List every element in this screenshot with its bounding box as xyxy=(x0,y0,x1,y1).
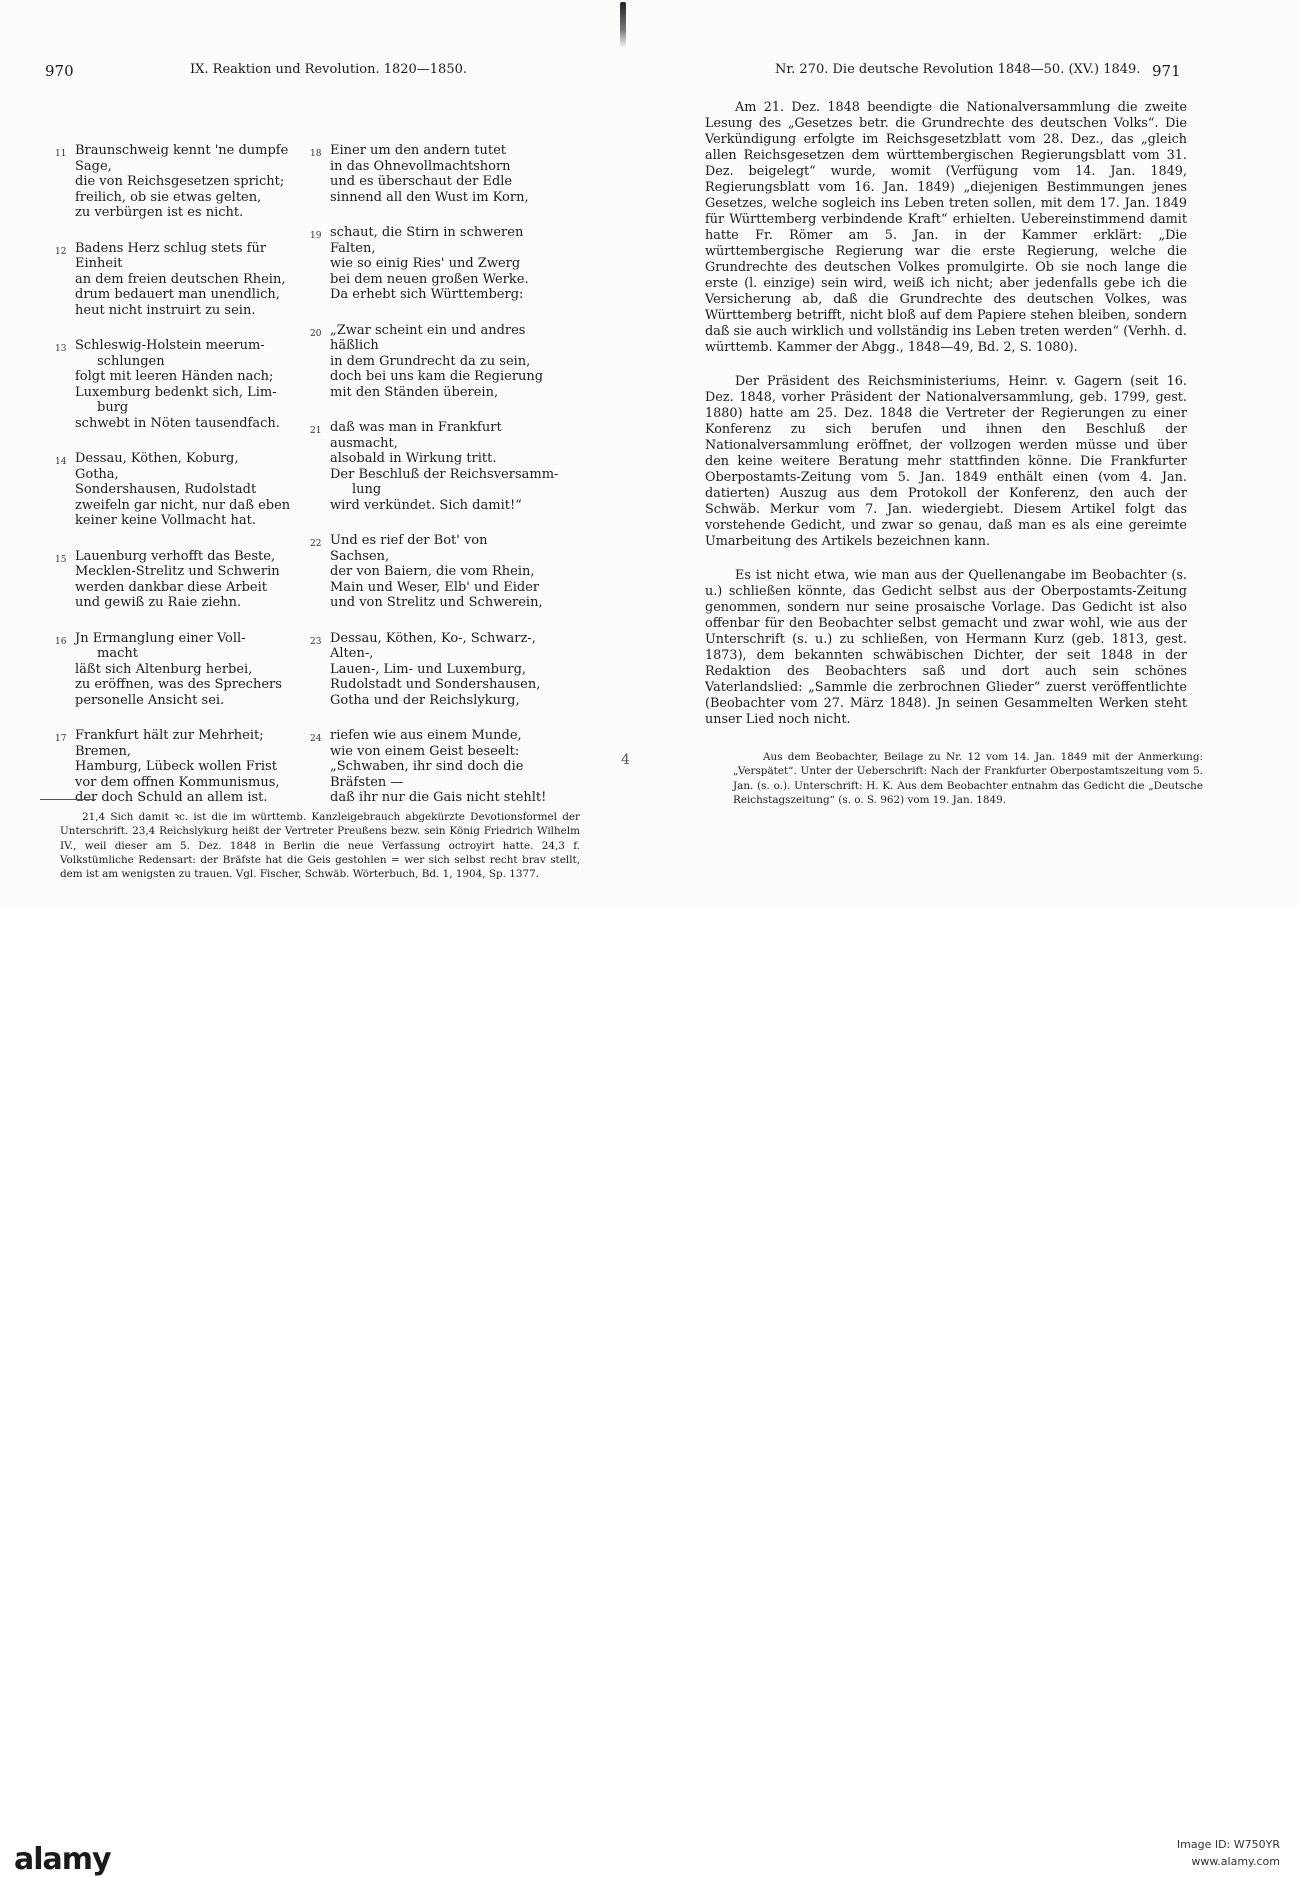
poem-stanza xyxy=(310,225,580,303)
poem-line: mit den Ständen überein, xyxy=(330,384,499,400)
site-url[interactable]: www.alamy.com xyxy=(1191,1855,1280,1868)
right-page-number: 971 xyxy=(1152,62,1181,80)
poem-line: Dessau, Köthen, Koburg, xyxy=(75,451,239,466)
poem-line: schaut, die Stirn in schweren xyxy=(330,225,524,240)
poem-line: daß was man in Frankfurt xyxy=(330,420,502,435)
poem-line: burg xyxy=(97,400,129,415)
left-running-header: IX. Reaktion und Revolution. 1820—1850. xyxy=(190,62,468,77)
stanza-number: 22 xyxy=(310,539,322,549)
alamy-logo: alamy xyxy=(14,1842,111,1877)
poem-stanza xyxy=(310,630,580,709)
poem-stanza xyxy=(310,728,580,806)
poem-line: Rudolstadt und Sondershausen, xyxy=(330,677,541,692)
poem-line: „Schwaben, ihr sind doch die xyxy=(330,759,524,774)
poem-line: wird verkündet. Sich damit!“ xyxy=(330,497,522,513)
poem-line: Gotha und der Reichslykurg, xyxy=(330,692,520,708)
poem-stanza xyxy=(55,728,325,806)
poem-line: häßlich xyxy=(330,338,379,353)
left-page-number: 970 xyxy=(45,62,74,80)
stanza-number: 12 xyxy=(55,246,67,257)
stanza-number: 16 xyxy=(55,636,67,647)
poem-line: Da erhebt sich Württemberg: xyxy=(330,287,524,302)
stanza-number: 15 xyxy=(55,554,67,565)
commentary-paragraph: Es ist nicht etwa, wie man aus der Quellenangabe im Beobachter (s. u.) schließen könnte, das Gedicht selbst aus der Oberpostamts-Zeitung genommen, sondern nur seine prosaische Vorlage. Das Gedicht ist also offenbar für den Beobachter selbst gemacht und zwar wohl, wie aus der Unterschrift (s. u.) zu schließen, von Hermann Kurz (geb. 1813, gest. 1873), dem bekannten schwäbischen Dichter, der seit 1848 in der Redaktion des Beobachters saß und dort auch sein schönes Vaterlandslied: „Sammle die zerbrochnen Glieder“ zuerst veröffentlichte (Beobachter vom 27. März 1848). Jn seinen Gesammelten Werken steht unser Lied noch nicht. xyxy=(705,568,1187,727)
stanza-number: 18 xyxy=(310,149,322,159)
poem-line: zu verbürgen ist es nicht. xyxy=(75,205,244,220)
poem-line: Sondershausen, Rudolstadt xyxy=(75,482,257,497)
poem-line: in dem Grundrecht da zu sein, xyxy=(330,353,531,369)
poem-line: Mecklen-Strelitz und Schwerin xyxy=(75,564,280,579)
poem-line: folgt mit leeren Händen nach; xyxy=(75,369,274,384)
stanza-number: 24 xyxy=(310,734,322,744)
stanza-number: 21 xyxy=(310,426,322,436)
poem-line: zu eröffnen, was des Sprechers xyxy=(75,677,282,692)
poem-line: Jn Ermanglung einer Voll- xyxy=(75,630,246,646)
poem-line: und von Strelitz und Schwerein, xyxy=(330,595,543,610)
poem-stanza xyxy=(55,143,325,221)
poem-stanza xyxy=(310,533,580,611)
poem-stanza xyxy=(55,630,325,709)
commentary xyxy=(705,100,1203,807)
stanza-number: 23 xyxy=(310,636,322,647)
poem-line: sinnend all den Wust im Korn, xyxy=(330,189,529,205)
footnote: 21,4 Sich damit ꝛc. ist die im württemb. Kanzleigebrauch abgekürzte Devotionsformel der Unterschrift. 23,4 Reichslykurg heißt der Vertreter Preußens bezw. sein König Friedrich Wilhelm IV., weil dieser am 5. Dez. 1848 in Berlin die neue Verfassung octroyirt hatte. 24,3 f. Volkstümliche Redensart: der Bräfste hat die Geis gestohlen = wer sich selbst recht brav stellt, dem ist am wenigsten zu trauen. Vgl. Fischer, Schwäb. Wörterbuch, Bd. 1, 1904, Sp. 1377. xyxy=(60,811,580,881)
poem-line: wie so einig Ries' und Zwerg xyxy=(330,256,521,271)
poem-line: Alten-, xyxy=(330,646,374,661)
book-spread xyxy=(0,0,1300,906)
poem-line: der doch Schuld an allem ist. xyxy=(75,790,268,805)
stanza-number: 11 xyxy=(55,149,67,159)
poem-line: und es überschaut der Edle xyxy=(330,174,513,189)
poem-line: Falten, xyxy=(330,240,376,256)
poem-line: bei dem neuen großen Werke. xyxy=(330,271,529,287)
commentary-paragraph: Der Präsident des Reichsministeriums, Heinr. v. Gagern (seit 16. Dez. 1848, vorher Präsident der Nationalversammlung, geb. 1799, gest. 1880) hatte am 25. Dez. 1848 die Vertreter der Regierungen zu einer Konferenz zu sich berufen und ihnen den Beschluß der Nationalversammlung eröffnet, der vollzogen werden müsse und über den keine weitere Beratung mehr stattfinden könne. Die Frankfurter Oberpostamts-Zeitung vom 5. Jan. 1849 enthält einen (vom 4. Jan. datierten) Auszug aus dem Protokoll der Konferenz, den auch der Schwäb. Merkur vom 7. Jan. wiedergiebt. Diesem Artikel folgt das vorstehende Gedicht, und zwar so genau, daß man es als eine gereimte Umarbeitung des Artikels bezeichnen kann. xyxy=(705,374,1187,549)
poem-line: Hamburg, Lübeck wollen Frist xyxy=(75,759,277,774)
stanza-number: 20 xyxy=(310,328,322,339)
poem-line: an dem freien deutschen Rhein, xyxy=(75,271,286,287)
poem-line: vor dem offnen Kommunismus, xyxy=(75,774,280,790)
poem-line: Einer um den andern tutet xyxy=(330,143,507,158)
poem-line: schlungen xyxy=(97,353,165,369)
poem-line: Badens Herz schlug stets für xyxy=(75,240,267,256)
right-running-header: Nr. 270. Die deutsche Revolution 1848—50. (XV.) 1849. xyxy=(775,62,1141,77)
poem-line: Gotha, xyxy=(75,466,119,482)
poem-line: daß ihr nur die Gais nicht stehlt! xyxy=(330,790,547,805)
poem-line: heut nicht instruirt zu sein. xyxy=(75,302,256,318)
poem-line: läßt sich Altenburg herbei, xyxy=(75,661,253,677)
stanza-number: 17 xyxy=(55,734,67,744)
poem-line: Und es rief der Bot' von xyxy=(330,533,488,548)
poem-line: und gewiß zu Raie ziehn. xyxy=(75,595,242,610)
gutter-glyph: 4 xyxy=(621,752,630,768)
poem-line: Lauen-, Lim- und Luxemburg, xyxy=(330,661,527,677)
stanza-number: 13 xyxy=(55,344,67,354)
poem-line: Bräfsten — xyxy=(330,774,404,790)
poem-line: Dessau, Köthen, Ko-, Schwarz-, xyxy=(330,630,536,646)
footnote-rule xyxy=(40,799,96,800)
poem-line: doch bei uns kam die Regierung xyxy=(330,369,544,384)
poem-column-2 xyxy=(310,143,580,826)
right-page xyxy=(690,50,1203,890)
poem-line: Main und Weser, Elb' und Eider xyxy=(330,579,540,595)
poem-line: ausmacht, xyxy=(330,435,398,451)
poem-line: Frankfurt hält zur Mehrheit; xyxy=(75,728,264,743)
image-id: Image ID: W750YR xyxy=(1176,1838,1280,1851)
source-note: Aus dem Beobachter, Beilage zu Nr. 12 vom 14. Jan. 1849 mit der Anmerkung: „Verspätet“. Unter der Ueberschrift: Nach der Frankfurter Oberpostamtszeitung vom 5. Jan. (s. o.). Unterschrift: H. K. Aus dem Beobachter entnahm das Gedicht die „Deutsche Reichstagszeitung“ (s. o. S. 962) vom 19. Jan. 1849. xyxy=(733,751,1203,806)
commentary-paragraph: Am 21. Dez. 1848 beendigte die Nationalversammlung die zweite Lesung des „Gesetzes betr. die Grundrechte des deutschen Volks“. Die Verkündigung erfolgte im Reichsgesetzblatt vom 28. Dez., das „gleich allen Reichsgesetzen dem württembergischen Regierungsblatt vom 31. Dez. beigelegt“ wurde, womit (Verfügung vom 14. Jan. 1849, Regierungsblatt vom 16. Jan. 1849) „diejenigen Bestimmungen jenes Gesetzes, welche sogleich ins Leben treten sollen, mit dem 17. Jan. 1849 für Württemberg verbindende Kraft“ erhielten. Uebereinstimmend damit hatte Fr. Römer am 5. Jan. in der Kammer erklärt: „Die württembergische Regierung war die erste Regierung, welche die Grundrechte des deutschen Volkes promulgirte. Ob sie noch lange die erste (l. einzige) sein wird, weiß ich nicht; aber jedenfalls gebe ich die Versicherung ab, daß die Grundrechte des deutschen Volkes, was Württemberg betrifft, nicht bloß auf dem Papiere stehen bleiben, sondern daß sie auch wirklich und vollständig ins Leben treten werden“ (Verhh. d. württemb. Kammer der Abgg., 1848—49, Bd. 2, S. 1080). xyxy=(705,100,1187,355)
poem-line: Sage, xyxy=(75,158,112,174)
poem-stanza xyxy=(55,338,325,431)
poem-stanza xyxy=(55,451,325,529)
poem-line: Braunschweig kennt 'ne dumpfe xyxy=(75,143,289,158)
poem-line: zweifeln gar nicht, nur daß eben xyxy=(75,497,291,513)
poem-stanza xyxy=(310,420,580,513)
poem-line: macht xyxy=(97,646,138,661)
poem-line: drum bedauert man unendlich, xyxy=(75,287,280,302)
poem-line: keiner keine Vollmacht hat. xyxy=(75,513,256,528)
poem-line: Luxemburg bedenkt sich, Lim- xyxy=(75,384,277,400)
poem-stanza xyxy=(55,548,325,611)
poem-line: Schleswig-Holstein meerum- xyxy=(75,338,265,353)
poem-line: Der Beschluß der Reichsversamm- xyxy=(330,466,559,482)
poem-stanza xyxy=(310,143,580,205)
poem-line: freilich, ob sie etwas gelten, xyxy=(75,189,262,205)
binding-mark xyxy=(620,2,626,48)
poem-line: wie von einem Geist beseelt: xyxy=(330,743,520,759)
poem-line: in das Ohnevollmachtshorn xyxy=(330,158,511,174)
stock-footer-content xyxy=(0,906,1300,1877)
poem-line: lung xyxy=(352,482,382,497)
left-page xyxy=(40,50,610,890)
poem-line: schwebt in Nöten tausendfach. xyxy=(75,415,280,431)
poem-line: alsobald in Wirkung tritt. xyxy=(330,451,497,466)
poem-column-1 xyxy=(55,143,325,826)
poem-line: die von Reichsgesetzen spricht; xyxy=(75,174,285,189)
stanza-number: 14 xyxy=(55,457,67,467)
poem-line: Einheit xyxy=(75,256,123,271)
poem-line: der von Baiern, die vom Rhein, xyxy=(330,564,535,579)
poem-stanza xyxy=(310,322,580,401)
stanza-number: 19 xyxy=(310,231,322,241)
gutter xyxy=(618,0,628,906)
poem-line: werden dankbar diese Arbeit xyxy=(75,579,267,595)
poem-line: riefen wie aus einem Munde, xyxy=(330,728,522,743)
poem-line: Bremen, xyxy=(75,743,131,759)
poem-line: „Zwar scheint ein und andres xyxy=(330,322,526,338)
poem-line: Sachsen, xyxy=(330,548,390,564)
poem-line: personelle Ansicht sei. xyxy=(75,692,225,708)
poem-stanza xyxy=(55,240,325,319)
stock-info xyxy=(1177,1836,1280,1870)
poem-line: Lauenburg verhofft das Beste, xyxy=(75,548,276,564)
